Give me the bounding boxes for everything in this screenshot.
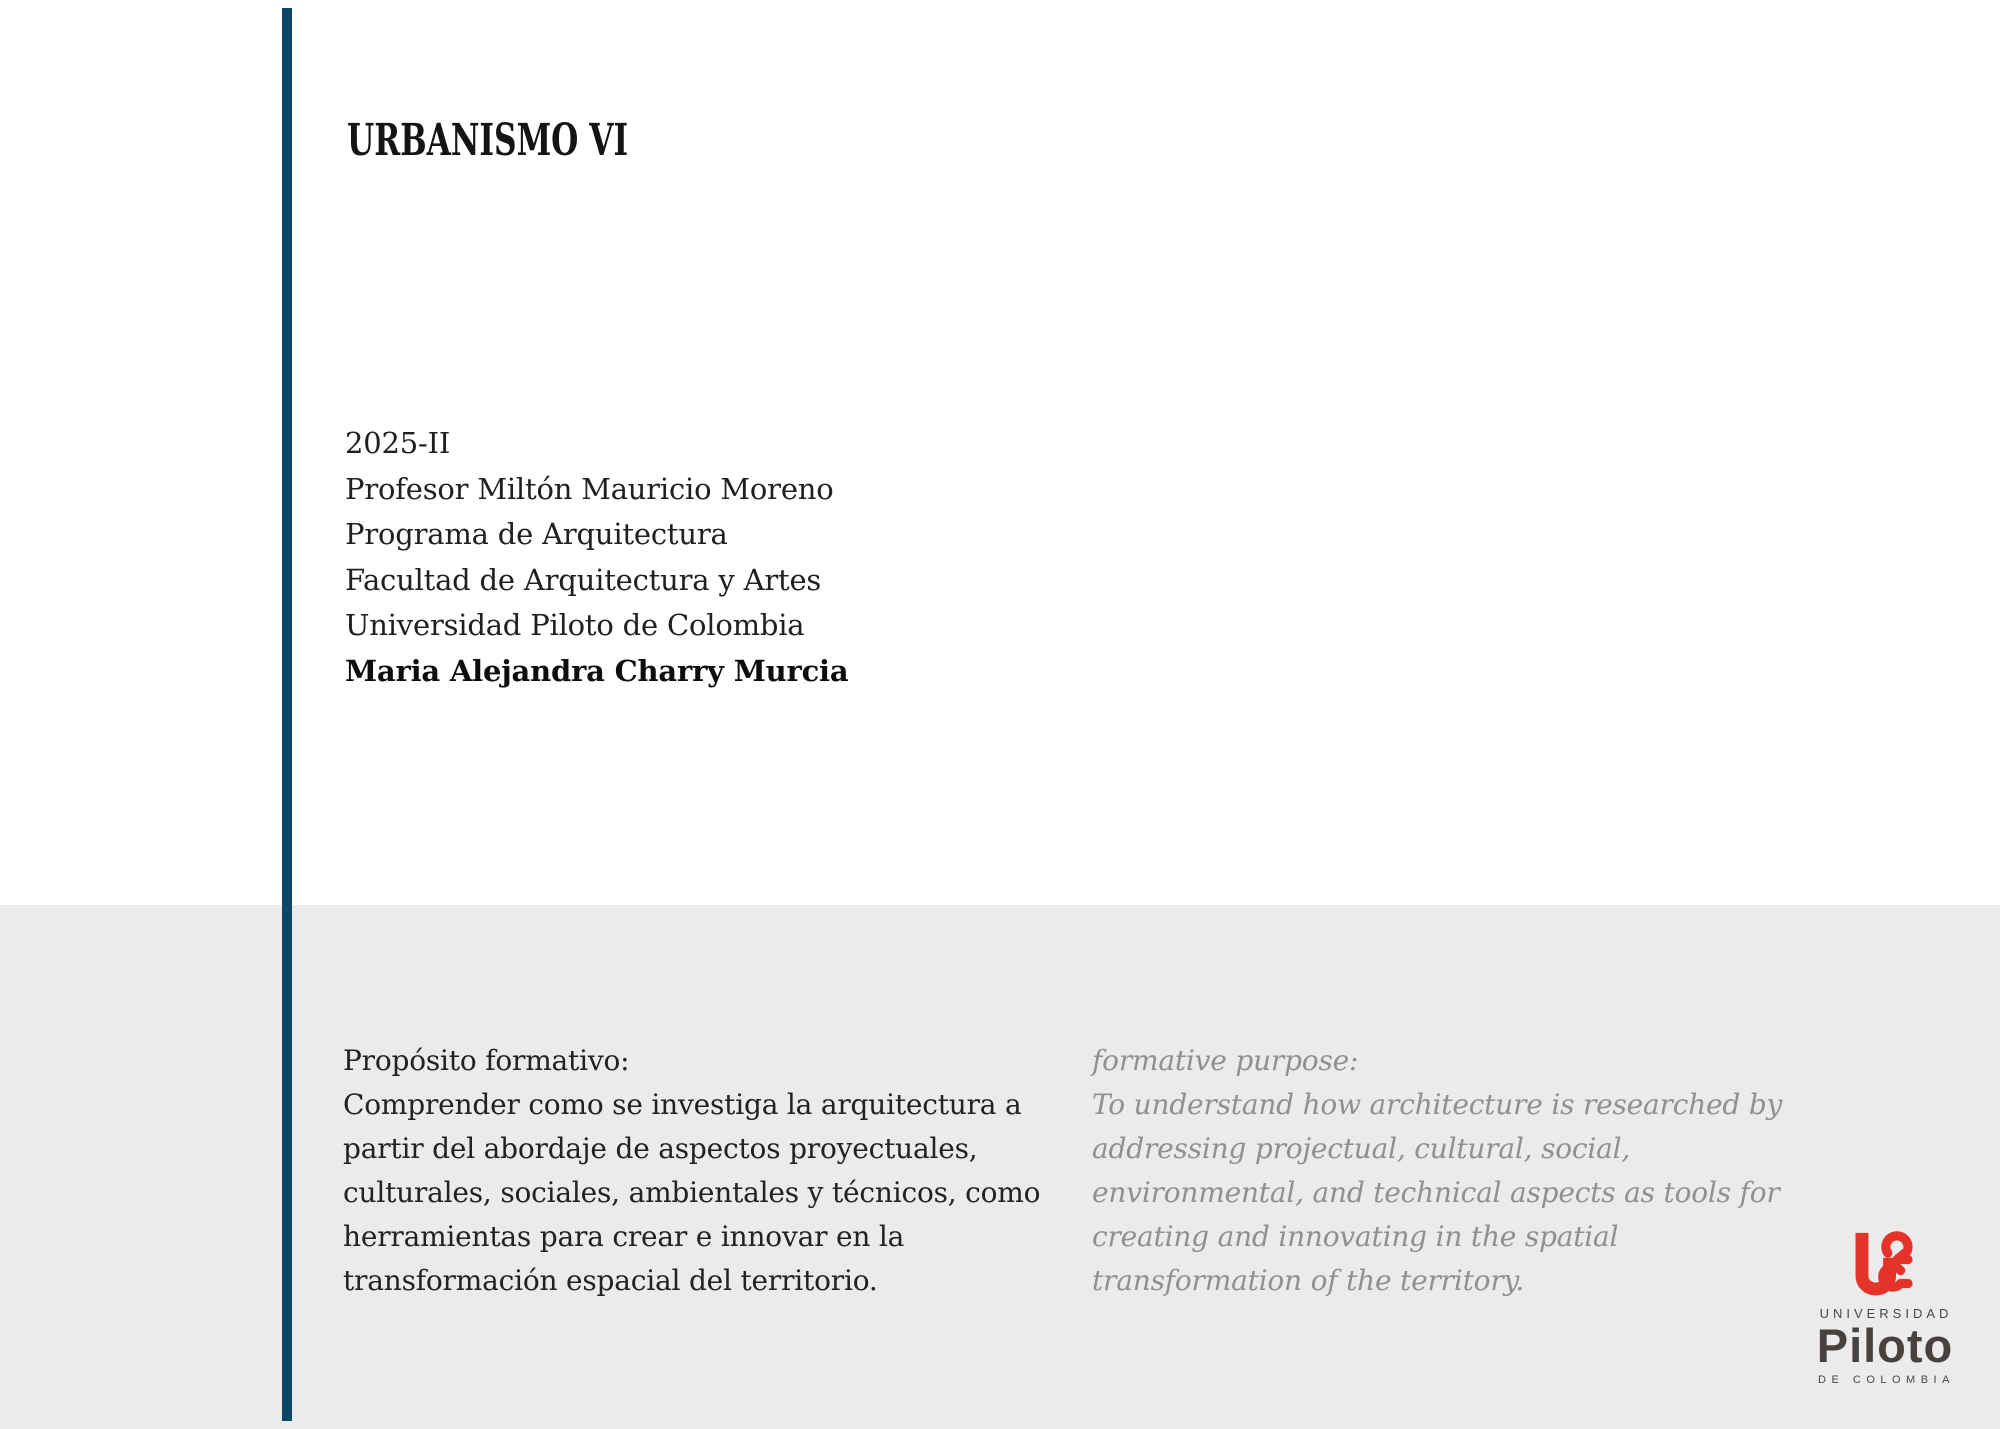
purpose-english-block: [1092, 1039, 1782, 1303]
purpose-english-line: transformation of the territory.: [1092, 1264, 1525, 1297]
logo-de-colombia-label: DE COLOMBIA: [1818, 1374, 1955, 1386]
purpose-spanish-line: Comprender como se investiga la arquitectura a: [343, 1088, 1022, 1121]
faculty-label: Facultad de Arquitectura y Artes: [345, 562, 822, 597]
purpose-spanish-line: transformación espacial del territorio.: [343, 1264, 878, 1297]
purpose-spanish-line: partir del abordaje de aspectos proyectuales,: [343, 1132, 978, 1165]
university-label: Universidad Piloto de Colombia: [345, 608, 805, 642]
course-title: URBANISMO VI: [347, 115, 629, 166]
purpose-english-line: To understand how architecture is researched by: [1092, 1088, 1783, 1121]
purpose-spanish-block: [343, 1039, 1040, 1303]
purpose-english-heading: formative purpose:: [1092, 1044, 1359, 1077]
purpose-english-line: creating and innovating in the spatial: [1092, 1220, 1619, 1253]
university-logo: [1810, 1228, 1960, 1386]
purpose-english-line: environmental, and technical aspects as tools for: [1092, 1176, 1780, 1209]
purpose-spanish-line: herramientas para crear e innovar en la: [343, 1220, 905, 1253]
program-label: Programa de Arquitectura: [345, 517, 728, 551]
logo-piloto-wordmark: Piloto: [1816, 1319, 1954, 1372]
course-info-block: [345, 421, 848, 694]
vertical-accent-line: [282, 8, 292, 1421]
purpose-spanish-line: culturales, sociales, ambientales y técnicos, como: [343, 1176, 1041, 1209]
term-label: 2025-II: [345, 426, 451, 460]
logo-universidad-label: UNIVERSIDAD: [1819, 1306, 1953, 1321]
upc-monogram-icon: [1850, 1228, 1920, 1304]
student-name: Maria Alejandra Charry Murcia: [345, 653, 849, 688]
purpose-spanish-heading: Propósito formativo:: [343, 1044, 630, 1077]
purpose-english-line: addressing projectual, cultural, social,: [1092, 1132, 1631, 1165]
professor-label: Profesor Miltón Mauricio Moreno: [345, 471, 834, 506]
